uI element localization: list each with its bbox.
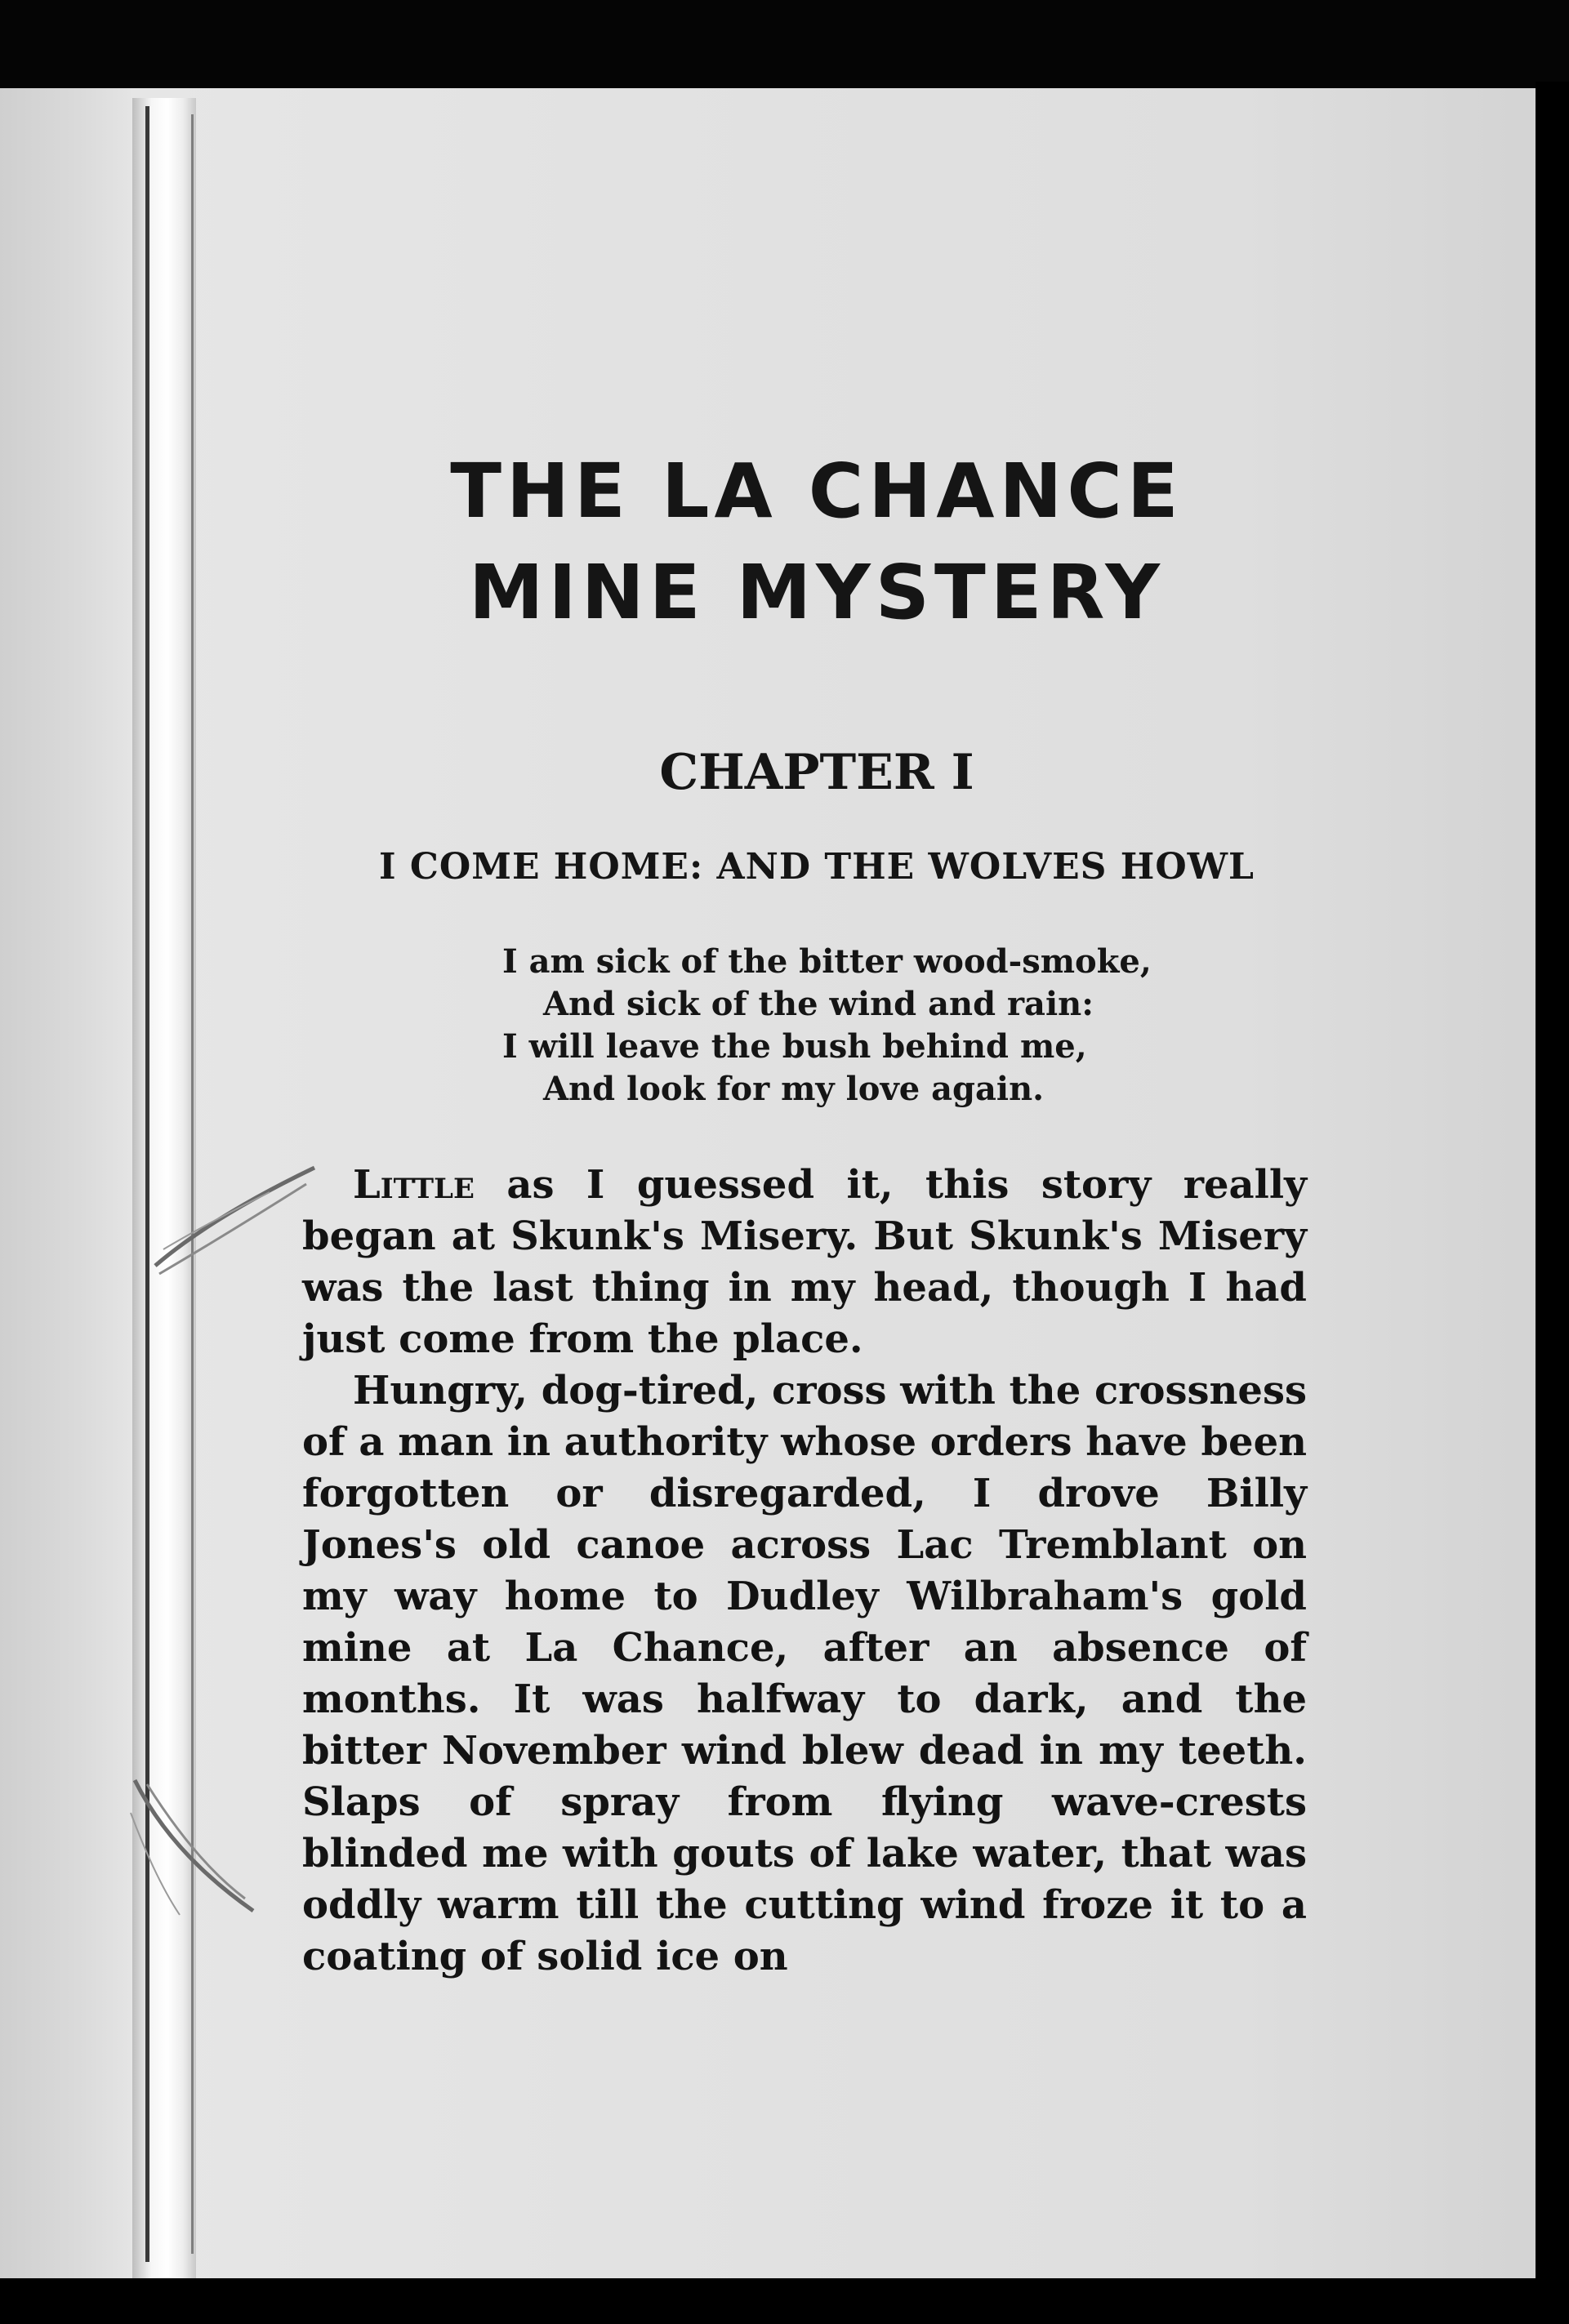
paragraph-lead-word: Little (353, 1162, 475, 1208)
book-title-line-1: THE LA CHANCE (450, 447, 1183, 535)
right-dark-edge (1536, 82, 1569, 2324)
left-gutter (0, 88, 131, 2293)
paragraph: Hungry, dog-tired, cross with the crossness of a man in authority whose orders have been forgotten or disregarded, I drove Billy Jones's old canoe across Lac Tremblant on my way home to Dudley Wilbraham's gold mine at La Chance, after an absence of months. It was halfway to dark, and the bitter November wind blew dead in my teeth. Slaps of spray from flying wave-crests blinded me with gouts of lake water, that was oddly warm till the cutting wind froze it to a coating of solid ice on (302, 1368, 1308, 1979)
book-title-line-2: MINE MYSTERY (468, 549, 1166, 636)
ink-stroke-upper (139, 1143, 327, 1290)
chapter-title: I COME HOME: AND THE WOLVES HOWL (379, 846, 1255, 888)
epigraph-line: I am sick of the bitter wood-smoke, (502, 942, 1152, 981)
epigraph-line: I will leave the bush behind me, (502, 1027, 1087, 1066)
epigraph-line: And sick of the wind and rain: (543, 985, 1094, 1023)
paragraph (302, 1160, 1307, 1365)
book-title (310, 441, 1323, 643)
body-text (302, 1160, 1307, 1983)
page-text (302, 441, 1323, 1983)
epigraph (502, 941, 1323, 1111)
ink-stroke-lower (123, 1764, 270, 1927)
epigraph-line: And look for my love again. (543, 1070, 1045, 1108)
paragraph-text: as I guessed it, this story really began at Skunk's Misery. But Skunk's Misery was the last thing in my head, though I had just come from the place. (302, 1162, 1307, 1362)
bottom-dark-band (0, 2278, 1569, 2324)
chapter-number: CHAPTER I (659, 744, 974, 801)
